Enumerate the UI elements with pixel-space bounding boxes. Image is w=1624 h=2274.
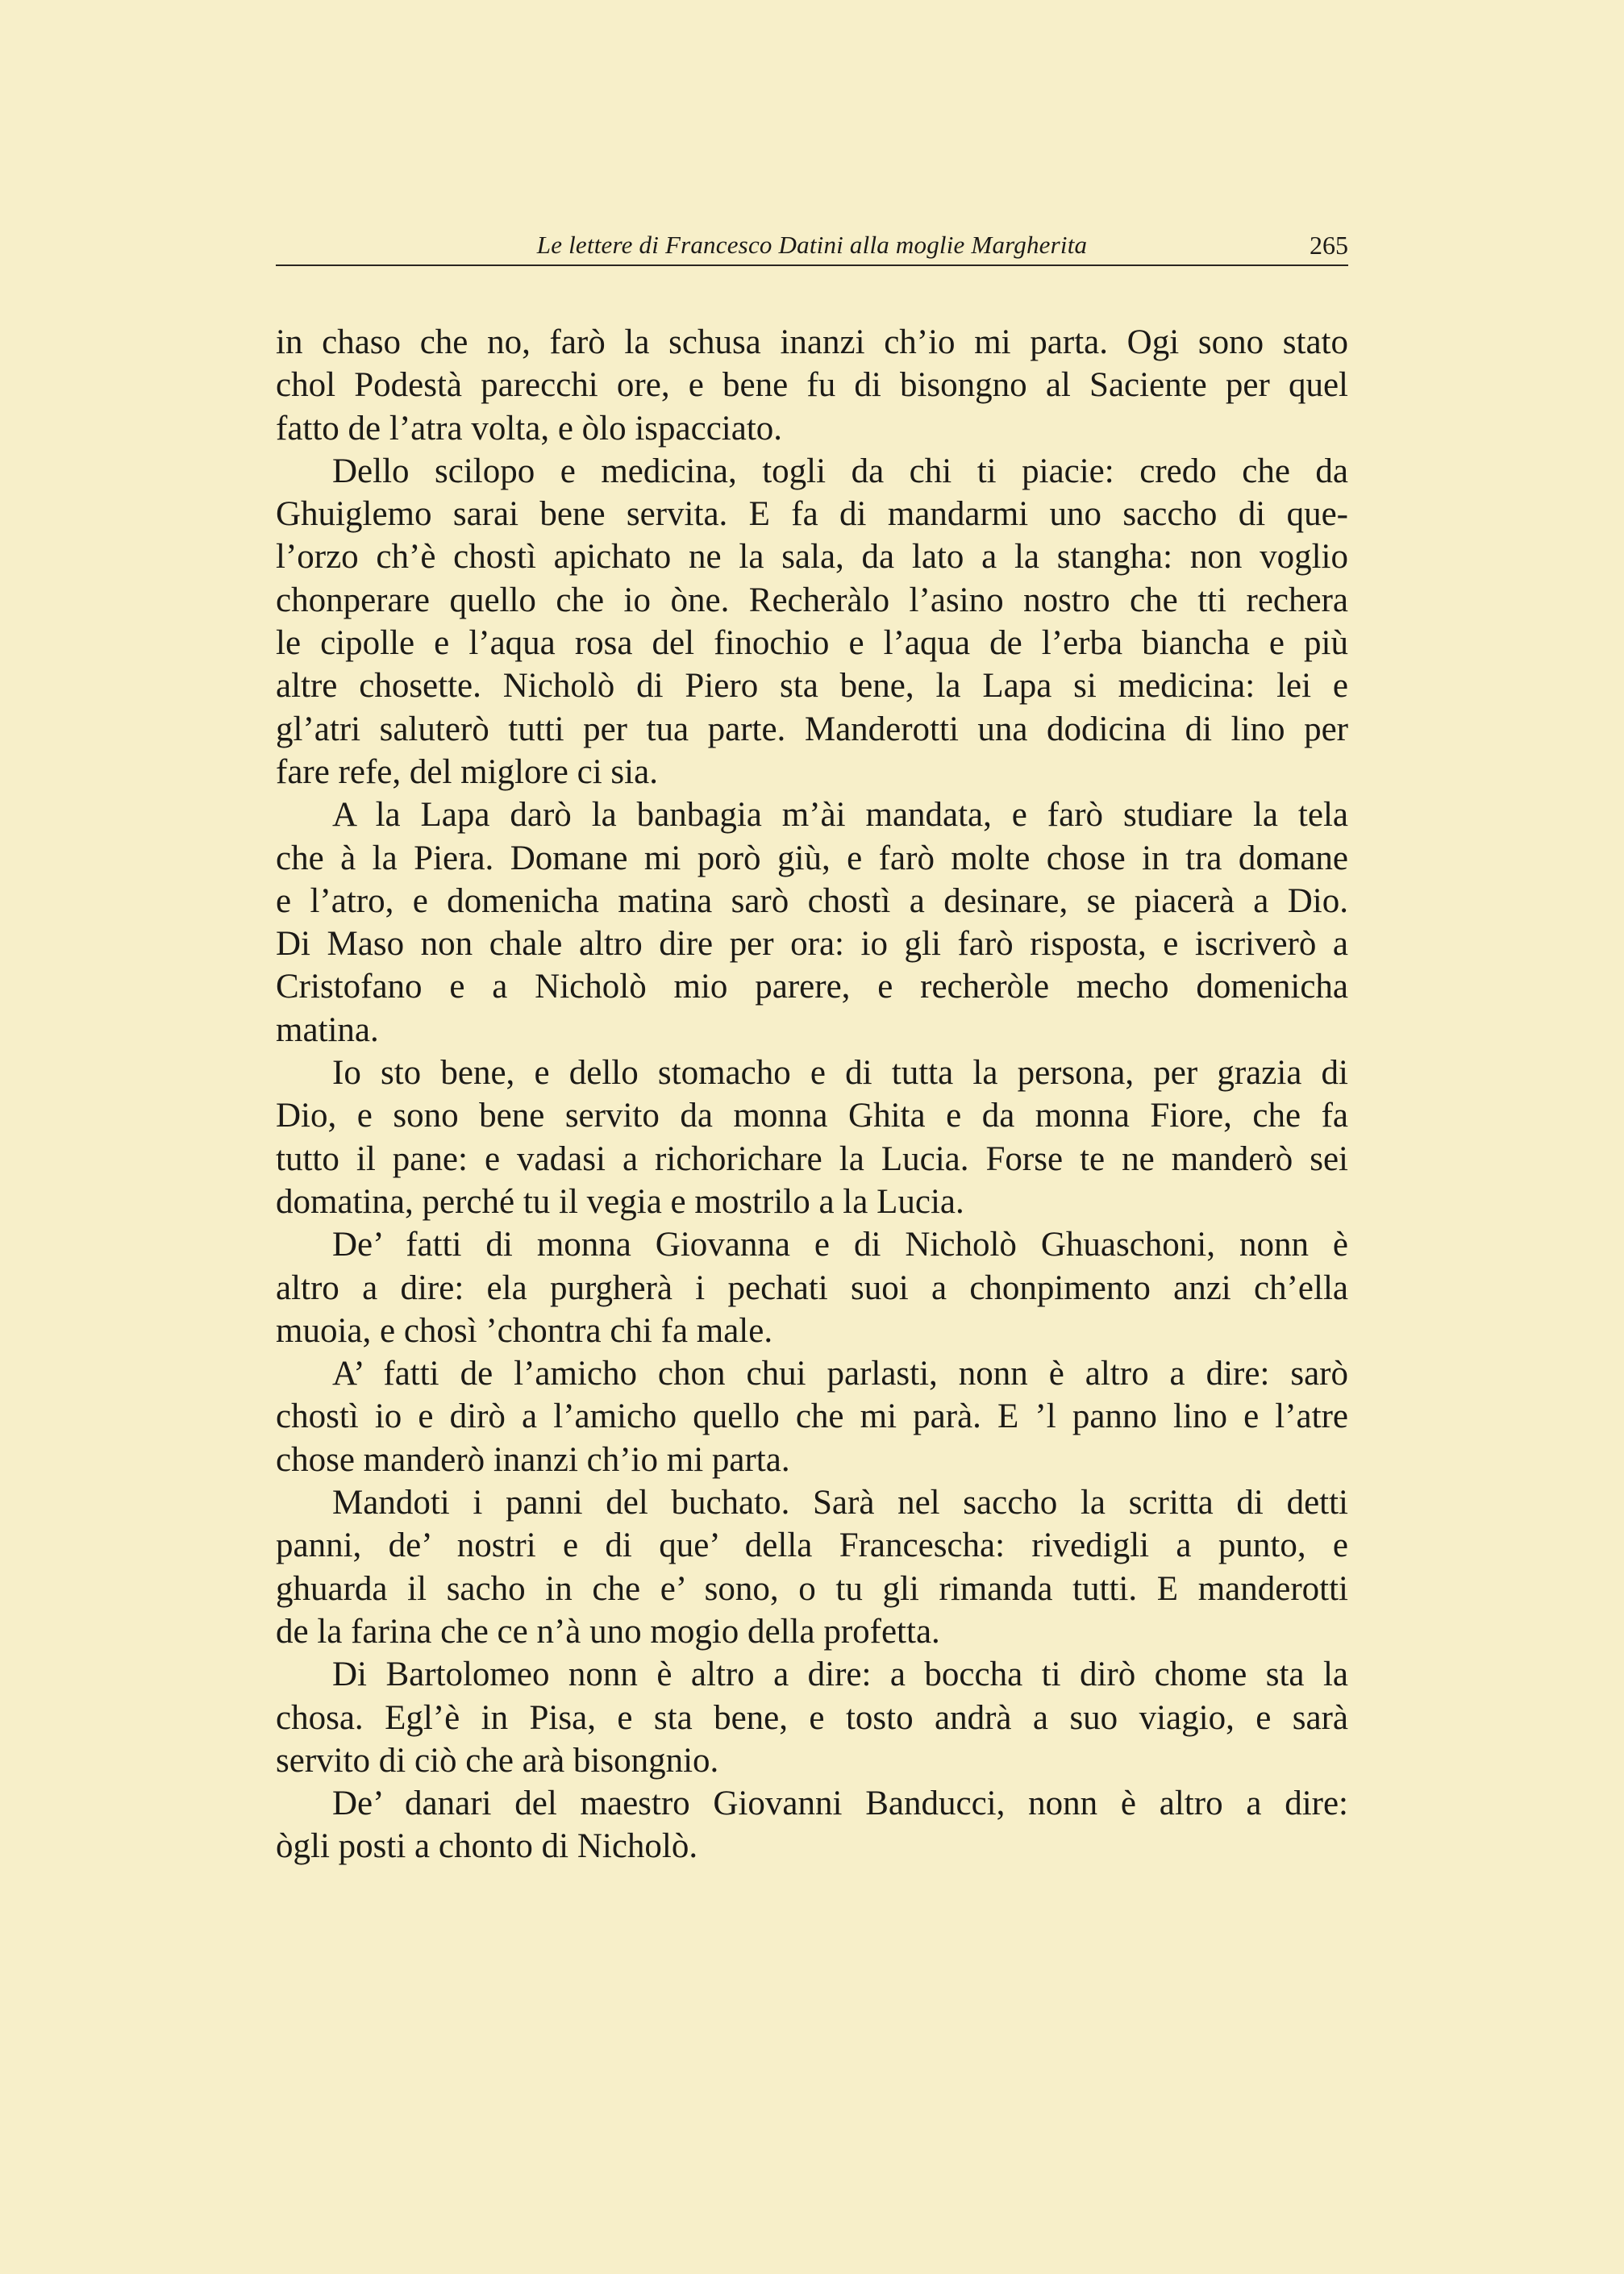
text-line: Cristofano e a Nicholò mio parere, e recheròle mecho domenicha <box>276 968 1348 1006</box>
text-line: Dello scilopo e medicina, togli da chi ti piacie: credo che da <box>332 452 1348 490</box>
text-line: A’ fatti de l’amicho chon chui parlasti, nonn è altro a dire: sarò <box>332 1355 1348 1393</box>
text-line: ghuarda il sacho in che e’ sono, o tu gli rimanda tutti. E manderotti <box>276 1569 1348 1608</box>
paragraph <box>276 793 1348 1052</box>
text-line: chose manderò inanzi ch’io mi parta. <box>276 1440 790 1479</box>
text-line: Dio, e sono bene servito da monna Ghita e da monna Fiore, che fa <box>276 1097 1348 1135</box>
paragraph <box>276 450 1348 793</box>
text-line: l’orzo ch’è chostì apichato ne la sala, da lato a la stangha: non voglio <box>276 538 1348 577</box>
text-line: chosa. Egl’è in Pisa, e sta bene, e tosto andrà a suo viagio, e sarà <box>276 1698 1348 1737</box>
text-line: in chaso che no, farò la schusa inanzi ch’io mi parta. Ogi sono stato <box>276 323 1348 361</box>
text-line: fatto de l’atra volta, e òlo ispacciato. <box>276 409 783 448</box>
text-line: altre chosette. Nicholò di Piero sta bene, la Lapa si medicina: lei e <box>276 667 1348 706</box>
text-line: De’ fatti di monna Giovanna e di Nicholò Ghuaschoni, nonn è <box>332 1226 1348 1264</box>
paragraph <box>276 1481 1348 1653</box>
text-line: Io sto bene, e dello stomacho e di tutta la persona, per grazia di <box>332 1054 1348 1093</box>
paragraph <box>276 1052 1348 1223</box>
paragraph <box>276 1782 1348 1868</box>
text-line: chol Podestà parecchi ore, e bene fu di bisongno al Saciente per quel <box>276 366 1348 405</box>
body-text <box>276 321 1348 1868</box>
text-line: muoia, e chosì ’chontra chi fa male. <box>276 1311 773 1350</box>
header-rule <box>276 264 1348 266</box>
text-line: fare refe, del miglore ci sia. <box>276 752 658 791</box>
text-line: Ghuiglemo sarai bene servita. E fa di mandarmi uno saccho di que- <box>276 495 1348 534</box>
text-line: A la Lapa darò la banbagia m’ài mandata, e farò studiare la tela <box>332 796 1348 835</box>
text-line: Di Maso non chale altro dire per ora: io gli farò risposta, e iscriverò a <box>276 925 1348 964</box>
text-line: panni, de’ nostri e di que’ della Francescha: rivedigli a punto, e <box>276 1526 1348 1565</box>
paragraph <box>276 321 1348 450</box>
text-line: chonperare quello che io òne. Recheràlo l’asino nostro che tti rechera <box>276 581 1348 619</box>
page-number: 265 <box>1310 231 1348 260</box>
paragraph <box>276 1653 1348 1782</box>
text-line: De’ danari del maestro Giovanni Banducci, nonn è altro a dire: <box>332 1785 1348 1823</box>
text-line: matina. <box>276 1010 379 1049</box>
text-line: le cipolle e l’aqua rosa del finochio e l’aqua de l’erba biancha e più <box>276 624 1348 663</box>
text-line: Di Bartolomeo nonn è altro a dire: a boccha ti dirò chome sta la <box>332 1656 1348 1694</box>
text-line: e l’atro, e domenicha matina sarò chostì a desinare, se piacerà a Dio. <box>276 881 1348 920</box>
text-line: domatina, perché tu il vegia e mostrilo a la Lucia. <box>276 1182 964 1221</box>
text-line: servito di ciò che arà bisongnio. <box>276 1741 719 1780</box>
text-line: ògli posti a chonto di Nicholò. <box>276 1827 698 1866</box>
paragraph <box>276 1352 1348 1481</box>
text-line: che à la Piera. Domane mi porò giù, e farò molte chose in tra domane <box>276 839 1348 877</box>
text-line: gl’atri saluterò tutti per tua parte. Manderotti una dodicina di lino per <box>276 710 1348 748</box>
running-header <box>276 226 1348 264</box>
text-line: Mandoti i panni del buchato. Sarà nel saccho la scritta di detti <box>332 1484 1348 1522</box>
running-title: Le lettere di Francesco Datini alla moglie Margherita <box>536 231 1088 259</box>
text-line: altro a dire: ela purgherà i pechati suoi a chonpimento anzi ch’ella <box>276 1268 1348 1307</box>
text-line: chostì io e dirò a l’amicho quello che mi parà. E ’l panno lino e l’atre <box>276 1397 1348 1436</box>
text-line: tutto il pane: e vadasi a richorichare la Lucia. Forse te ne manderò sei <box>276 1139 1348 1178</box>
text-line: de la farina che ce n’à uno mogio della profetta. <box>276 1612 940 1651</box>
paragraph <box>276 1223 1348 1352</box>
